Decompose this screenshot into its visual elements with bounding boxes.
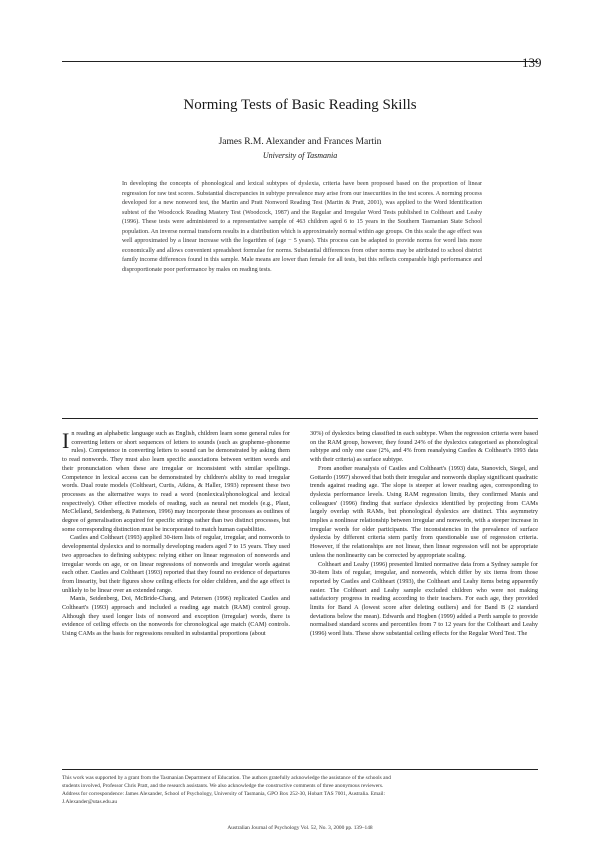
footnote-line: students involved, Professor Chris Pratt, and the research assistants. We also acknowledge the constructive comments of three anonymous reviewers. [62,783,384,789]
body-paragraph: Castles and Coltheart (1993) applied 30-item lists of regular, irregular, and nonwords to developmental dyslexics and to normally developing readers aged 7 to 15 years. They used two approaches to defining subtypes: relying either on linear regression of nonwords and irregular words on age, or on linear regressions of nonwords and irregular words against each other. Castles and Coltheart (1993) reported that they found no evidence of departures from linearity, but their figures show ceiling effects for older children, and the age effect is unlikely to be linear over an extended range. [62,534,290,594]
body-paragraph: From another reanalysis of Castles and Coltheart's (1993) data, Stanovich, Siegel, and Gottardo (1997) showed that both their irregular and nonwords display significant quadratic trends against reading age. The slope is steeper at lower reading ages, corresponding to dyslexia performance levels. Using RAM regression limits, they confirmed Manis and colleagues' (1996) finding that surface dyslexics identified by projecting from CAMs largely overlap with RAMs, but phonological dyslexics are distinct. This asymmetry implies a nonlinear relationship between irregular and nonwords, with a steeper increase in irregular words for older participants. The inconsistencies in the prevalence of surface dyslexia by different criteria stem partly from questionable use of regression criteria. However, if the relationships are not linear, then linear regression will not be appropriate unless the nonlinearity can be corrected by appropriate scaling. [310,464,538,559]
journal-citation: Australian Journal of Psychology Vol. 52, No. 3, 2000 pp. 139–148 [227,825,373,831]
article-title: Norming Tests of Basic Reading Skills [183,97,417,113]
drop-cap: I [62,428,70,453]
section-rule [62,418,538,419]
footnote-line: Address for correspondence: James Alexander, School of Psychology, University of Tasmania, GPO Box 252-30, Hobart TAS 7001, Australia. Email: [62,791,386,797]
page-number: 139 [522,55,542,70]
body-column-left [62,430,290,639]
footnote-email[interactable]: J.Alexander@utas.edu.au [62,799,118,805]
body-paragraph: n reading an alphabetic language such as English, children learn some general rules for converting letters or short sequences of letters to sounds (such as grapheme–phoneme rules). Competence in converting letters to sound can be demonstrated by asking them to read nonwords. They must also learn specific associations between written words and their pronunciation when these are irregular or inconsistent with similar spellings. Competence in lexical access can be demonstrated by children's ability to read irregular words. Dual route models (Coltheart, Curtis, Atkins, & Haller, 1993) represent these two processes as the alternative ways to read a word (nonlexical/phonological and lexical respectively). Other effective models of reading, such as neural net models (e.g., Plaut, McClelland, Seidenberg, & Patterson, 1996) may incorporate these processes as outlines of degree of generalisation acquired for specific strings rather than two distinct processes, but some corresponding distinction must be incorporated to match human capabilities. [62,430,290,533]
body-paragraph: Manis, Seidenberg, Doi, McBride-Chang, and Petersen (1996) replicated Castles and Coltheart's (1993) approach and included a reading age match (RAM) control group. Although they used longer lists of nonword and exception (irregular) words, there is evidence of ceiling effects on the nonwords for chronological age match (CAM) controls. Using CAMs as the basis for regressions resulted in substantial proportions (about [62,595,290,638]
body-column-right [310,430,538,639]
footnote [62,774,538,806]
body-paragraph: 30%) of dyslexics being classified in each subtype. When the regression criteria were based on the RAM group, however, they found 24% of the dyslexics categorised as phonological subtype and only one case (2%, and 4% from reanalysing Castles & Coltheart's 1993 data with their criteria) as surface subtype. [310,430,538,464]
body-paragraph: Coltheart and Leahy (1996) presented limited normative data from a Sydney sample for 30-item lists of regular, irregular, and nonwords, which differ by six items from those reported by Castles and Coltheart (1993), the Coltheart and Leahy items being apparently easier. The Coltheart and Leahy sample excluded children who were not making satisfactory progress in reading according to their teachers. For each age, they provided limits for Band A (lowest score after deleting outliers) and for Band B (2 standard deviations below the mean). Edwards and Hogben (1999) added a Perth sample to provide normalised standard scores and percentiles from 7 to 12 years for the Coltheart and Leahy (1996) word lists. These show substantial ceiling effects for the Regular Word Test. The [310,560,538,638]
affiliation: University of Tasmania [262,151,338,160]
author-list: James R.M. Alexander and Frances Martin [218,137,382,147]
header-rule [62,61,538,62]
abstract: In developing the concepts of phonological and lexical subtypes of dyslexia, criteria have been proposed based on the proportion of linear regression for raw test scores. Substantial discrepancies in subtype prevalence may arise from our insecurities in the test scores. A norming process developed for a new nonword test, the Martin and Pratt Nonword Reading Test (Martin & Pratt, 2001), was applied to the Word Identification subtest of the Woodcock Reading Mastery Test (Woodcock, 1987) and the Regular and Irregular Word Tests published in Coltheart and Leahy (1996). These tests were administered to a representative sample of 463 children aged 6 to 15 years in the Southern Tasmanian State School population. An inverse normal transform results in a distribution which is approximately normal within age groups. On this scale the age effect was well approximated by a linear increase with the logarithm of (age − 5 years). This process can be adapted to provide norms for word lists more economically and allows convenient spreadsheet formulae for norms. Substantial differences from other norms may be attributed to school district family income differences found in this sample. Male means are lower than female for all tests, but this reflects comparable high performance and disproportionate poor performance by males on reading tests. [122,181,482,273]
footnote-line: This work was supported by a grant from the Tasmanian Department of Education. The authors gratefully acknowledge the assistance of the schools and [62,775,391,781]
footnote-rule [62,769,538,770]
